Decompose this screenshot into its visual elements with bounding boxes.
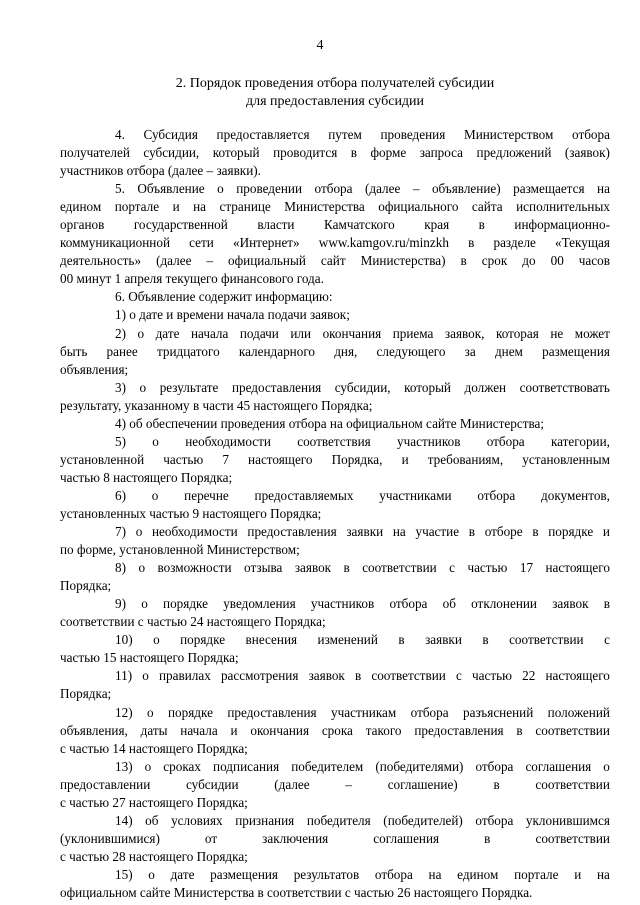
body-word: о: [138, 560, 146, 576]
body-word: признания: [235, 812, 295, 828]
body-word: об: [145, 812, 159, 828]
body-word: быть: [60, 343, 88, 359]
body-word: в: [478, 217, 485, 233]
body-word: объявление): [431, 181, 501, 197]
body-word: о: [217, 181, 224, 197]
body-word: субсидии: [186, 776, 239, 792]
body-word: с: [456, 668, 462, 684]
body-word: настоящего: [248, 451, 313, 467]
body-word: участниками: [379, 487, 452, 503]
body-word: о: [137, 325, 145, 341]
body-word: которая: [495, 325, 539, 341]
body-word: с: [604, 632, 610, 648]
body-word: изменений: [317, 632, 378, 648]
body-word: не: [550, 325, 564, 341]
body-word: соответствии: [535, 830, 610, 846]
body-word: «Текущая: [555, 235, 610, 251]
body-word: 11): [115, 668, 133, 684]
body-line: [60, 812, 610, 830]
body-word: Министерством: [463, 127, 554, 142]
body-word: и: [172, 199, 180, 215]
body-word: о: [603, 758, 610, 774]
body-word: исполнительных: [516, 199, 610, 215]
body-word: отбора: [374, 866, 413, 882]
body-word: результате: [159, 379, 219, 395]
body-word: необходимости: [151, 524, 238, 540]
body-word: календарного: [238, 343, 316, 359]
body-word: Министерства: [284, 199, 365, 215]
body-word: www.kamgov.ru/minzkh: [318, 235, 449, 251]
body-line: [60, 758, 610, 776]
body-word: –: [345, 776, 352, 792]
body-word: часов: [578, 253, 610, 269]
body-word: или: [290, 325, 312, 341]
body-word: приема: [392, 325, 434, 341]
body-word: о: [135, 524, 143, 540]
body-word: запроса: [419, 145, 464, 161]
body-word: странице: [219, 199, 271, 215]
body-word: коммуникационной: [60, 235, 171, 251]
body-word: порядке: [163, 596, 208, 612]
body-word: «Интернет»: [233, 235, 300, 251]
body-line: [60, 830, 610, 848]
body-word: разделе: [493, 235, 536, 251]
body-word: и: [602, 524, 610, 540]
body-word: в: [468, 524, 475, 540]
body-word: на: [193, 199, 207, 215]
body-word: днем: [494, 343, 523, 359]
body-line: 1) о дате и времени начала подачи заявок;: [115, 307, 350, 323]
body-word: 7): [115, 524, 126, 540]
body-line: 00 минут 1 апреля текущего финансового года.: [60, 271, 324, 287]
body-line: с частью 28 настоящего Порядка;: [60, 848, 248, 864]
body-word: порядке: [180, 632, 226, 648]
body-word: Субсидия: [143, 127, 198, 142]
body-word: отбора: [389, 596, 428, 612]
body-word: который: [212, 145, 260, 161]
body-word: проведения: [380, 127, 446, 142]
body-word: внесения: [245, 632, 298, 648]
body-word: соответствия: [297, 433, 371, 449]
body-word: и: [574, 866, 582, 882]
body-word: в: [354, 668, 362, 684]
body-word: 13): [115, 758, 133, 774]
body-word: сайта: [471, 199, 503, 215]
body-word: в: [350, 145, 357, 161]
body-word: 14): [115, 812, 133, 828]
body-word: порядке: [548, 524, 594, 540]
body-word: едином: [60, 199, 102, 215]
body-word: в: [343, 560, 350, 576]
body-line: [60, 379, 610, 397]
body-word: заявок: [552, 596, 589, 612]
body-word: срок: [481, 253, 508, 269]
body-word: соглашения: [525, 758, 592, 774]
body-word: начала: [190, 325, 229, 341]
body-line: установленных частью 9 настоящего Порядка;: [60, 505, 322, 521]
body-word: о: [142, 668, 149, 684]
body-word: –: [412, 181, 420, 197]
body-word: частью: [472, 668, 512, 684]
body-word: от: [204, 830, 218, 846]
body-word: (далее: [274, 776, 310, 792]
body-word: 9): [115, 596, 126, 612]
body-word: 3): [115, 379, 126, 395]
body-word: отбора: [486, 433, 525, 449]
body-word: о: [147, 704, 154, 720]
body-word: соответствии: [371, 668, 446, 684]
body-word: участников: [397, 433, 461, 449]
body-word: отбора: [475, 812, 514, 828]
body-word: соглашения: [373, 830, 440, 846]
body-word: порядке: [168, 704, 213, 720]
body-word: 6): [115, 487, 126, 503]
body-word: и: [401, 451, 409, 467]
body-line: [60, 216, 610, 234]
body-word: соответствии: [535, 722, 610, 738]
body-line: по форме, установленной Министерством;: [60, 542, 300, 558]
body-word: срока: [321, 722, 353, 738]
body-word: путем: [328, 127, 362, 142]
body-word: 22: [522, 668, 536, 684]
body-word: в: [468, 235, 475, 251]
body-word: документов,: [541, 487, 610, 503]
body-word: разъяснений: [463, 704, 534, 720]
body-word: (далее: [156, 253, 192, 269]
body-word: заявок: [308, 668, 345, 684]
body-line: [60, 252, 610, 270]
body-word: края: [424, 217, 450, 233]
body-word: участие: [415, 524, 460, 540]
body-line: [60, 595, 610, 613]
body-word: ранее: [106, 343, 138, 359]
body-word: необходимости: [185, 433, 271, 449]
body-word: настоящего: [545, 560, 610, 576]
body-word: государственной: [133, 217, 228, 233]
body-word: соответствии: [509, 632, 584, 648]
body-line: Порядка;: [60, 686, 112, 702]
body-word: отбора: [477, 487, 516, 503]
body-line: частью 15 настоящего Порядка;: [60, 650, 239, 666]
body-word: на: [596, 866, 610, 882]
body-word: сроках: [163, 758, 201, 774]
body-line: [60, 325, 610, 343]
body-word: до: [522, 253, 536, 269]
body-word: заявок,: [444, 325, 485, 341]
body-word: 10): [115, 632, 133, 648]
body-word: дня,: [334, 343, 358, 359]
body-word: такого: [365, 722, 402, 738]
body-word: 5): [115, 433, 126, 449]
body-word: предложений: [476, 145, 552, 161]
body-word: размещения: [542, 343, 610, 359]
body-word: предоставлении: [60, 776, 151, 792]
body-word: –: [206, 253, 214, 269]
body-word: и: [230, 722, 238, 738]
body-word: деятельность»: [60, 253, 142, 269]
body-word: в: [493, 776, 500, 792]
body-word: участников: [310, 596, 375, 612]
body-word: установленной: [60, 451, 145, 467]
body-word: положений: [547, 704, 610, 720]
page-number: 4: [316, 38, 324, 53]
body-line: [60, 487, 610, 505]
body-line: с частью 14 настоящего Порядка;: [60, 740, 248, 756]
body-word: субсидии,: [143, 145, 200, 161]
body-word: заявки: [346, 524, 384, 540]
body-word: категории,: [550, 433, 610, 449]
body-word: о: [148, 866, 155, 882]
body-word: (далее: [364, 181, 401, 197]
body-word: начала: [180, 722, 218, 738]
body-word: отбора: [410, 704, 449, 720]
body-word: следующего: [376, 343, 446, 359]
body-word: официальный: [228, 253, 306, 269]
body-word: предоставления: [231, 379, 322, 395]
body-line: [60, 866, 610, 884]
body-word: размещается: [513, 181, 585, 197]
body-word: в: [516, 722, 523, 738]
body-word: 15): [115, 866, 133, 882]
body-word: частью: [467, 560, 508, 576]
body-word: победителем: [291, 758, 364, 774]
body-word: отклонении: [471, 596, 537, 612]
body-word: 00: [550, 253, 564, 269]
body-word: о: [139, 379, 147, 395]
body-word: отборе: [484, 524, 523, 540]
body-line: с частью 27 настоящего Порядка;: [60, 794, 248, 810]
body-word: субсидии,: [334, 379, 391, 395]
body-line: [60, 631, 610, 649]
body-word: в: [532, 524, 539, 540]
body-word: Объявление: [137, 181, 205, 197]
body-word: о: [152, 433, 159, 449]
body-word: получателей: [60, 145, 130, 161]
body-word: предоставления: [227, 704, 317, 720]
body-word: о: [141, 596, 148, 612]
body-word: (уклонившимися): [60, 830, 160, 846]
body-word: отбора: [314, 181, 353, 197]
body-word: 8): [115, 560, 126, 576]
body-line: объявления;: [60, 361, 129, 377]
body-word: органов: [60, 217, 105, 233]
body-word: должен: [464, 379, 507, 395]
body-word: объявления,: [60, 722, 128, 738]
body-word: соглашение): [387, 776, 458, 792]
body-word: окончания: [250, 722, 310, 738]
body-word: о: [153, 632, 160, 648]
body-word: отбора: [475, 758, 514, 774]
body-word: уведомления: [223, 596, 296, 612]
body-line: 4) об обеспечении проведения отбора на официальном сайте Министерства;: [115, 415, 545, 431]
body-word: сайт: [320, 253, 346, 269]
body-word: Министерства): [360, 253, 446, 269]
body-word: (победителями): [375, 758, 464, 774]
body-word: окончания: [322, 325, 382, 341]
body-line: [60, 776, 610, 794]
body-word: информационно-: [514, 217, 610, 233]
body-word: победителя: [306, 812, 371, 828]
section-heading: [60, 75, 610, 111]
body-word: едином: [457, 866, 499, 882]
body-word: в: [482, 632, 489, 648]
body-word: который: [404, 379, 451, 395]
body-line: частью 8 настоящего Порядка;: [60, 469, 233, 485]
body-line: [60, 667, 610, 685]
body-word: установленным: [522, 451, 610, 467]
body-line: [60, 523, 610, 541]
body-word: уклонившимся: [525, 812, 610, 828]
body-word: предоставления: [414, 722, 504, 738]
body-word: подачи: [239, 325, 279, 341]
body-word: дате: [155, 325, 180, 341]
body-word: (победителей): [383, 812, 463, 828]
body-word: соответствии: [535, 776, 610, 792]
body-word: форме: [370, 145, 407, 161]
body-line: [60, 144, 610, 162]
body-word: условиях: [171, 812, 223, 828]
body-word: дате: [170, 866, 195, 882]
body-line: [60, 451, 610, 469]
body-line: результату, указанному в части 45 настоящего Порядка;: [60, 397, 373, 413]
body-word: о: [151, 487, 159, 503]
body-word: предоставляемых: [254, 487, 354, 503]
body-word: об: [442, 596, 456, 612]
body-word: на: [392, 524, 406, 540]
body-word: в: [398, 632, 405, 648]
body-line: [60, 433, 610, 451]
body-word: 4.: [115, 127, 125, 142]
body-word: 12): [115, 704, 133, 720]
body-word: в: [603, 596, 610, 612]
body-word: официального: [378, 199, 459, 215]
body-word: рассмотрения: [220, 668, 299, 684]
body-word: размещения: [210, 866, 278, 882]
body-line: [60, 704, 610, 722]
body-word: участникам: [331, 704, 397, 720]
body-line: [60, 126, 610, 144]
body-word: в: [460, 253, 467, 269]
body-line: [60, 722, 610, 740]
body-word: требованиям,: [427, 451, 504, 467]
body-line: соответствии с частью 24 настоящего Порядка;: [60, 614, 326, 630]
body-word: соответствии: [362, 560, 437, 576]
body-word: заявки: [425, 632, 462, 648]
body-word: 5.: [115, 181, 125, 197]
body-word: возможности: [157, 560, 232, 576]
body-word: даты: [140, 722, 168, 738]
body-word: Камчатского: [324, 217, 395, 233]
body-word: 2): [115, 325, 126, 341]
body-line: Порядка;: [60, 578, 112, 594]
body-word: может: [574, 325, 610, 341]
body-word: настоящего: [545, 668, 610, 684]
body-line: [60, 234, 610, 252]
body-word: за: [464, 343, 476, 359]
body-word: заключения: [262, 830, 329, 846]
body-word: сети: [189, 235, 214, 251]
body-word: правилах: [158, 668, 211, 684]
body-word: тридцатого: [156, 343, 220, 359]
body-word: в: [484, 830, 491, 846]
body-word: проведении: [236, 181, 303, 197]
body-word: частью: [163, 451, 204, 467]
body-word: соответствовать: [519, 379, 610, 395]
body-line: 6. Объявление содержит информацию:: [115, 289, 333, 305]
body-word: с: [449, 560, 455, 576]
body-word: предоставления: [247, 524, 337, 540]
body-word: перечне: [184, 487, 229, 503]
body-word: подписания: [213, 758, 280, 774]
body-line: участников отбора (далее – заявки).: [60, 163, 261, 179]
body-word: (заявок): [564, 145, 610, 161]
body-word: на: [597, 181, 610, 197]
body-word: на: [428, 866, 442, 882]
body-word: заявок: [294, 560, 332, 576]
body-line: официальном сайте Министерства в соответствии с частью 26 настоящего Порядка.: [60, 884, 533, 900]
body-line: [60, 180, 610, 198]
body-word: отзыва: [244, 560, 283, 576]
body-word: о: [144, 758, 152, 774]
body-line: [60, 198, 610, 216]
body-line: [60, 343, 610, 361]
section-heading-line-2: для предоставления субсидии: [245, 94, 425, 109]
document-body: [60, 126, 610, 902]
section-heading-line-1: 2. Порядок проведения отбора получателей субсидии: [175, 76, 495, 91]
body-word: 7: [222, 451, 229, 467]
body-word: проводится: [273, 145, 338, 161]
body-word: портале: [114, 199, 160, 215]
body-word: предоставляется: [216, 127, 310, 142]
body-word: власти: [257, 217, 295, 233]
body-word: результатов: [293, 866, 360, 882]
body-word: Порядка,: [331, 451, 383, 467]
body-word: 17: [519, 560, 534, 576]
body-word: портале: [514, 866, 559, 882]
body-word: отбора: [572, 127, 610, 142]
body-line: [60, 559, 610, 577]
